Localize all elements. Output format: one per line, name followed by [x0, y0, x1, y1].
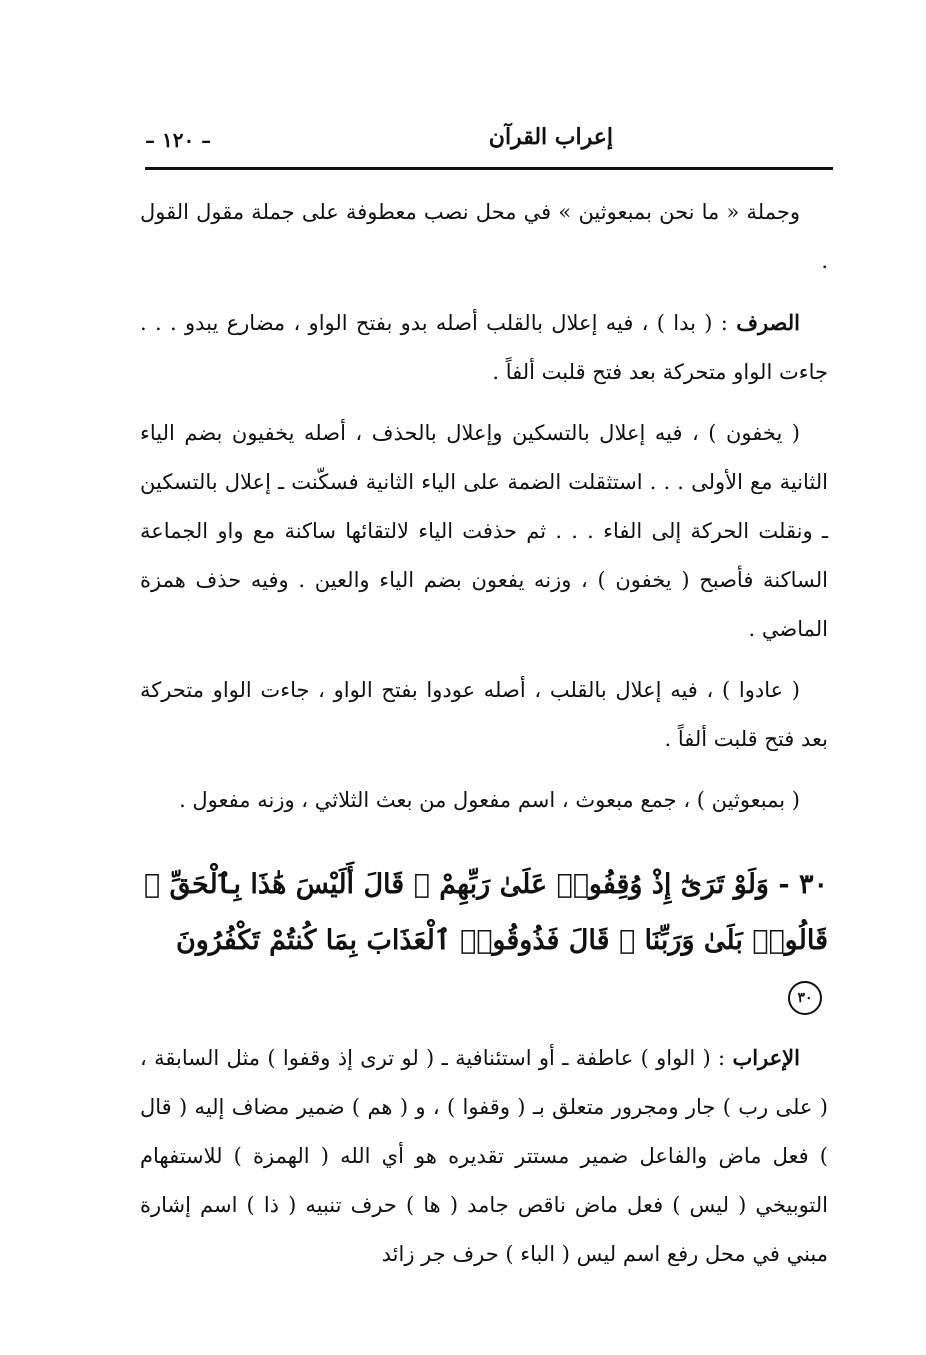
- paragraph-morphology-yukhfun: ( يخفون ) ، فيه إعلال بالتسكين وإعلال بالحذف ، أصله يخفيون بضم الياء الثانية مع الأولى . . . استثقلت الضمة على الياء الثانية فسكّنت ـ إعلال بالتسكين ـ ونقلت الحركة إلى الفاء . . . ثم حذفت الياء لالتقائها ساكنة مع واو الجماعة الساكنة فأصبح ( يخفون ) ، وزنه يفعون بضم الياء والعين . وفيه حذف همزة الماضي .: [140, 421, 828, 641]
- verse-number: ٣٠ -: [778, 869, 828, 900]
- page-number: – ١٢٠ –: [145, 128, 212, 152]
- paragraph-morphology-mabuthin: ( بمبعوثين ) ، جمع مبعوث ، اسم مفعول من بعث الثلاثي ، وزنه مفعول .: [179, 788, 800, 812]
- paragraph-text: : ( الواو ) عاطفة ـ أو استئنافية ـ ( لو ترى إذ وقفوا ) مثل السابقة ، ( على رب ) جار ومجرور متعلق بـ ( وقفوا ) ، و ( هم ) ضمير مضاف إليه ( قال ) فعل ماض والفاعل ضمير مستتر تقديره هو أي الله ( الهمزة ) للاستفهام التوبيخي ( ليس ) فعل ماض ناقص جامد ( ها ) حرف تنبيه ( ذا ) اسم إشارة مبني في محل رفع اسم ليس ( الباء ) حرف جر زائد: [140, 1046, 828, 1266]
- paragraph-morphology-adu: ( عادوا ) ، فيه إعلال بالقلب ، أصله عودوا بفتح الواو ، جاءت الواو متحركة بعد فتح قلبت ألفاً .: [140, 678, 828, 751]
- verse-end-marker: ٣٠: [788, 981, 822, 1015]
- quran-verse: [140, 857, 828, 1025]
- paragraph-morphology-bada: [140, 298, 828, 397]
- section-term-sarf: الصرف: [736, 310, 800, 335]
- paragraph-irab: [140, 1033, 828, 1279]
- verse-text: وَلَوْ تَرَىٰٓ إِذْ وُقِفُوا۟ عَلَىٰ رَبِّهِمْ ۚ قَالَ أَلَيْسَ هَٰذَا بِٱلْحَقِّ ۚ قَالُوا۟ بَلَىٰ وَرَبِّنَا ۚ قَالَ فَذُوقُوا۟ ٱلْعَذَابَ بِمَا كُنتُمْ تَكْفُرُونَ: [143, 869, 828, 956]
- header-rule: [145, 167, 833, 170]
- running-title: إعراب القرآن: [488, 124, 613, 150]
- paragraph-sentence-analysis: وجملة « ما نحن بمبعوثين » في محل نصب معطوفة على جملة مقول القول .: [140, 200, 828, 273]
- paragraph-text: : ( بدا ) ، فيه إعلال بالقلب أصله بدو بفتح الواو ، مضارع يبدو . . . جاءت الواو متحركة بعد فتح قلبت ألفاً .: [140, 311, 828, 384]
- page-body: [140, 188, 828, 1291]
- page-header: [145, 118, 833, 162]
- section-term-irab: الإعراب: [732, 1045, 800, 1070]
